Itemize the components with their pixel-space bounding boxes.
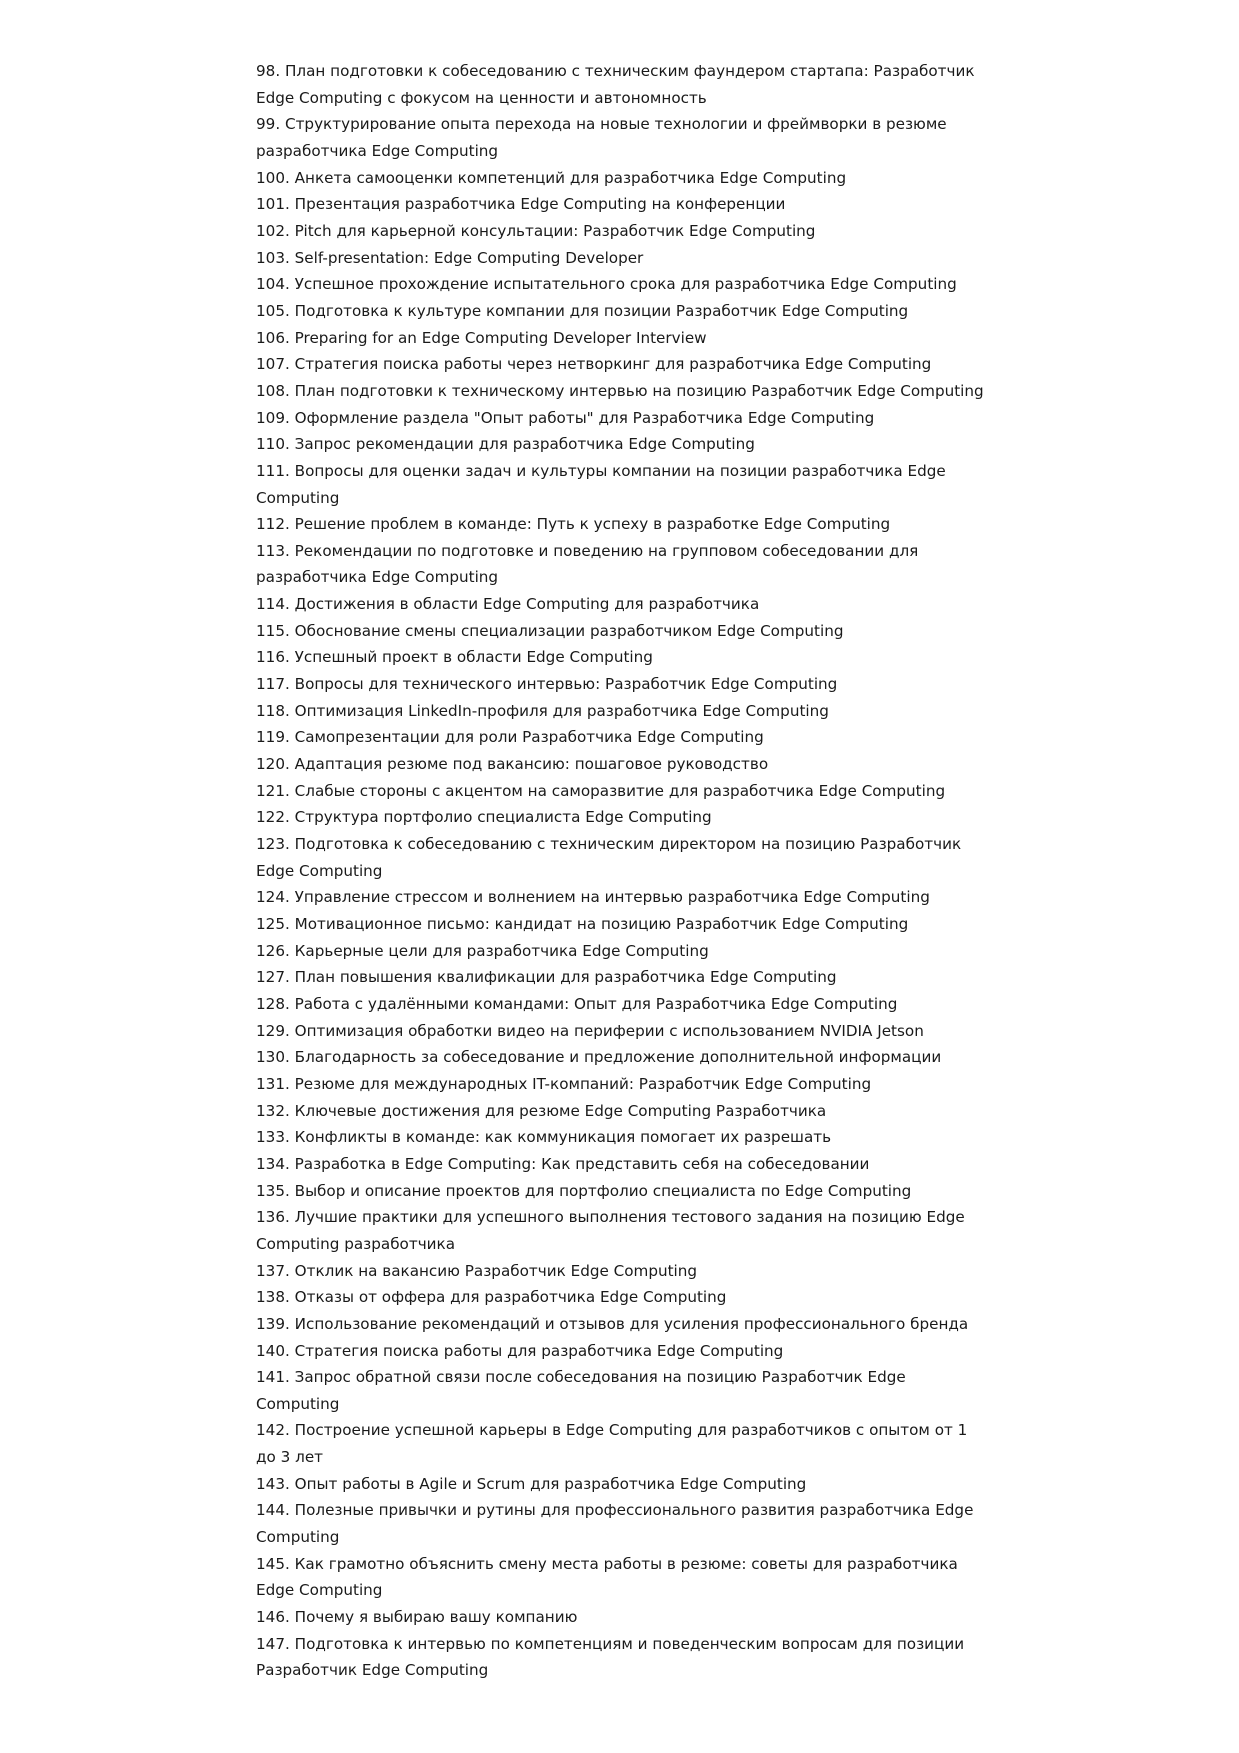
list-item: 104. Успешное прохождение испытательного срока для разработчика Edge Computing (256, 275, 957, 294)
list-item: 115. Обоснование смены специализации разработчиком Edge Computing (256, 621, 844, 640)
list-item: 103. Self-presentation: Edge Computing Developer (256, 248, 644, 267)
list-item: 143. Опыт работы в Agile и Scrum для разработчика Edge Computing (256, 1474, 807, 1493)
list-item: 125. Мотивационное письмо: кандидат на позицию Разработчик Edge Computing (256, 915, 909, 933)
list-item: 129. Оптимизация обработки видео на периферии с использованием NVIDIA Jetson (256, 1021, 924, 1040)
list-item: 137. Отклик на вакансию Разработчик Edge Computing (256, 1261, 698, 1280)
list-item: 126. Карьерные цели для разработчика Edge Computing (256, 941, 709, 960)
list-item: 117. Вопросы для технического интервью: Разработчик Edge Computing (256, 675, 838, 694)
list-item: 119. Самопрезентации для роли Разработчика Edge Computing (256, 728, 764, 747)
list-item: 138. Отказы от оффера для разработчика Edge Computing (256, 1288, 727, 1307)
list-item: 123. Подготовка к собеседованию с техническим директором на позицию Разработчик Edge Computing (256, 835, 962, 880)
list-item: 146. Почему я выбираю вашу компанию (256, 1608, 578, 1627)
list-item: 113. Рекомендации по подготовке и поведению на групповом собеседовании для разработчика Edge Computing (256, 541, 919, 587)
list-item: 139. Использование рекомендаций и отзывов для усиления профессионального бренда (256, 1314, 969, 1333)
list-item: 102. Pitch для карьерной консультации: Разработчик Edge Computing (256, 221, 816, 240)
list-item: 98. План подготовки к собеседованию с техническим фаундером стартапа: Разработчик Edge Computing с фокусом на ценности и автономность (256, 62, 975, 107)
list-item: 114. Достижения в области Edge Computing для разработчика (256, 595, 760, 614)
list-item: 131. Резюме для международных IT-компаний: Разработчик Edge Computing (256, 1074, 872, 1093)
list-item: 135. Выбор и описание проектов для портфолио специалиста по Edge Computing (256, 1181, 912, 1200)
list-item: 147. Подготовка к интервью по компетенциям и поведенческим вопросам для позиции Разработчик Edge Computing (256, 1634, 965, 1680)
list-item: 142. Построение успешной карьеры в Edge Computing для разработчиков с опытом от 1 до 3 лет (256, 1421, 968, 1467)
list-item: 124. Управление стрессом и волнением на интервью разработчика Edge Computing (256, 888, 930, 907)
list-item: 100. Анкета самооценки компетенций для разработчика Edge Computing (256, 168, 847, 187)
list-item: 110. Запрос рекомендации для разработчика Edge Computing (256, 435, 755, 454)
list-item: 134. Разработка в Edge Computing: Как представить себя на собеседовании (256, 1154, 870, 1173)
list-item: 130. Благодарность за собеседование и предложение дополнительной информации (256, 1048, 942, 1067)
list-item: 127. План повышения квалификации для разработчика Edge Computing (256, 968, 837, 987)
list-item: 99. Структурирование опыта перехода на новые технологии и фреймворки в резюме разработчика Edge Computing (256, 115, 947, 160)
list-item: 122. Структура портфолио специалиста Edge Computing (256, 808, 712, 827)
list-item: 121. Слабые стороны с акцентом на саморазвитие для разработчика Edge Computing (256, 781, 946, 800)
list-item: 118. Оптимизация LinkedIn-профиля для разработчика Edge Computing (256, 701, 829, 720)
list-item: 111. Вопросы для оценки задач и культуры компании на позиции разработчика Edge Computing (256, 461, 946, 507)
list-item: 112. Решение проблем в команде: Путь к успеху в разработке Edge Computing (256, 515, 891, 534)
list-item: 120. Адаптация резюме под вакансию: пошаговое руководство (256, 755, 769, 774)
list-item: 108. План подготовки к техническому интервью на позицию Разработчик Edge Computing (256, 381, 984, 400)
list-item: 109. Оформление раздела "Опыт работы" для Разработчика Edge Computing (256, 408, 875, 427)
list-item: 140. Стратегия поиска работы для разработчика Edge Computing (256, 1341, 784, 1360)
list-item: 144. Полезные привычки и рутины для профессионального развития разработчика Edge Computing (256, 1501, 974, 1547)
list-item: 106. Preparing for an Edge Computing Developer Interview (256, 328, 707, 347)
list-item: 128. Работа с удалёнными командами: Опыт для Разработчика Edge Computing (256, 994, 898, 1013)
list-item: 145. Как грамотно объяснить смену места работы в резюме: советы для разработчика Edge Computing (256, 1554, 958, 1600)
list-item: 136. Лучшие практики для успешного выполнения тестового задания на позицию Edge Computing разработчика (256, 1208, 965, 1253)
list-item: 133. Конфликты в команде: как коммуникация помогает их разрешать (256, 1128, 832, 1147)
list-item: 141. Запрос обратной связи после собеседования на позицию Разработчик Edge Computing (256, 1368, 906, 1413)
list-item: 101. Презентация разработчика Edge Computing на конференции (256, 195, 786, 214)
list-item: 116. Успешный проект в области Edge Computing (256, 648, 653, 667)
list-item: 105. Подготовка к культуре компании для позиции Разработчик Edge Computing (256, 301, 909, 320)
list-item: 107. Стратегия поиска работы через нетворкинг для разработчика Edge Computing (256, 355, 932, 374)
list-item: 132. Ключевые достижения для резюме Edge Computing Разработчика (256, 1101, 827, 1120)
numbered-list (256, 58, 986, 1684)
